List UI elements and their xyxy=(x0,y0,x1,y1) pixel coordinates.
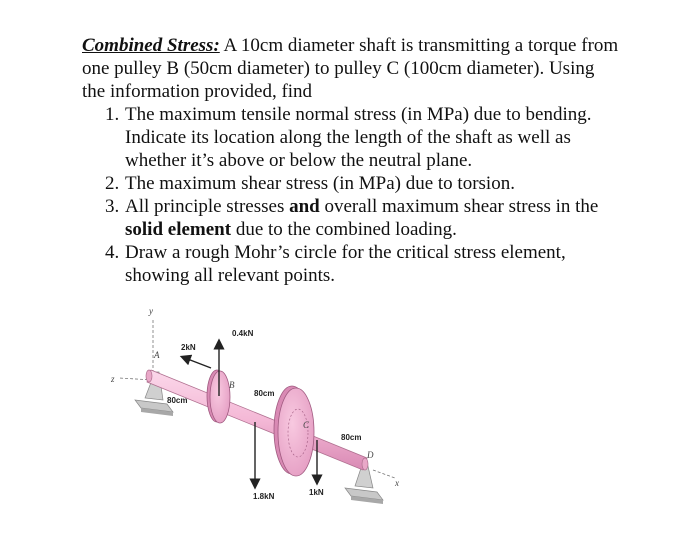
q3-bold-solid-element: solid element xyxy=(125,219,232,240)
z-axis-label: z xyxy=(111,374,115,384)
point-d-label: D xyxy=(367,450,374,460)
q3-part1: All principle stresses xyxy=(125,196,290,217)
q3-part3: due to the combined loading. xyxy=(231,219,457,240)
shaft-figure xyxy=(105,300,425,535)
question-3 xyxy=(124,195,622,241)
x-axis-label: x xyxy=(395,478,399,488)
force-b-left-arrow xyxy=(185,358,211,368)
force-b-down-label: 1.8kN xyxy=(253,492,275,501)
point-b-label: B xyxy=(229,380,235,390)
dim-bc-label: 80cm xyxy=(254,389,275,398)
x-axis xyxy=(373,470,395,478)
question-1: 1. The maximum tensile normal stress (in MPa) due to bending. Indicate its location along the length of the shaft as well as whether it’s above or below the neutral plane. xyxy=(124,103,622,172)
dim-ab-label: 80cm xyxy=(167,396,188,405)
force-c-down-label: 1kN xyxy=(309,488,324,497)
question-2: 2. The maximum shear stress (in MPa) due to torsion. xyxy=(124,172,622,195)
point-c-label: C xyxy=(303,420,310,430)
force-b-left-label: 2kN xyxy=(181,343,196,352)
intro-text: A 10cm diameter shaft is transmitting a torque from one pulley B (50cm diameter) to pulley C (100cm diameter). Using the information provided, find xyxy=(82,35,619,102)
y-axis-label: y xyxy=(149,306,153,316)
q3-part2: overall maximum shear stress in the xyxy=(319,196,599,217)
q3-bold-and: and xyxy=(289,196,320,217)
pulley-c xyxy=(274,386,314,476)
shaft-diagram xyxy=(105,300,425,535)
dim-cd-label: 80cm xyxy=(341,433,362,442)
point-a-label: A xyxy=(154,350,160,360)
question-list xyxy=(82,103,622,287)
problem-heading: Combined Stress: xyxy=(82,35,220,56)
shaft xyxy=(147,370,367,470)
shaft-end-a xyxy=(146,370,152,382)
problem-text xyxy=(82,34,622,287)
question-4: 4. Draw a rough Mohr’s circle for the critical stress element, showing all relevant points. xyxy=(124,241,622,287)
force-b-up-label: 0.4kN xyxy=(232,329,254,338)
problem-intro xyxy=(82,34,622,103)
